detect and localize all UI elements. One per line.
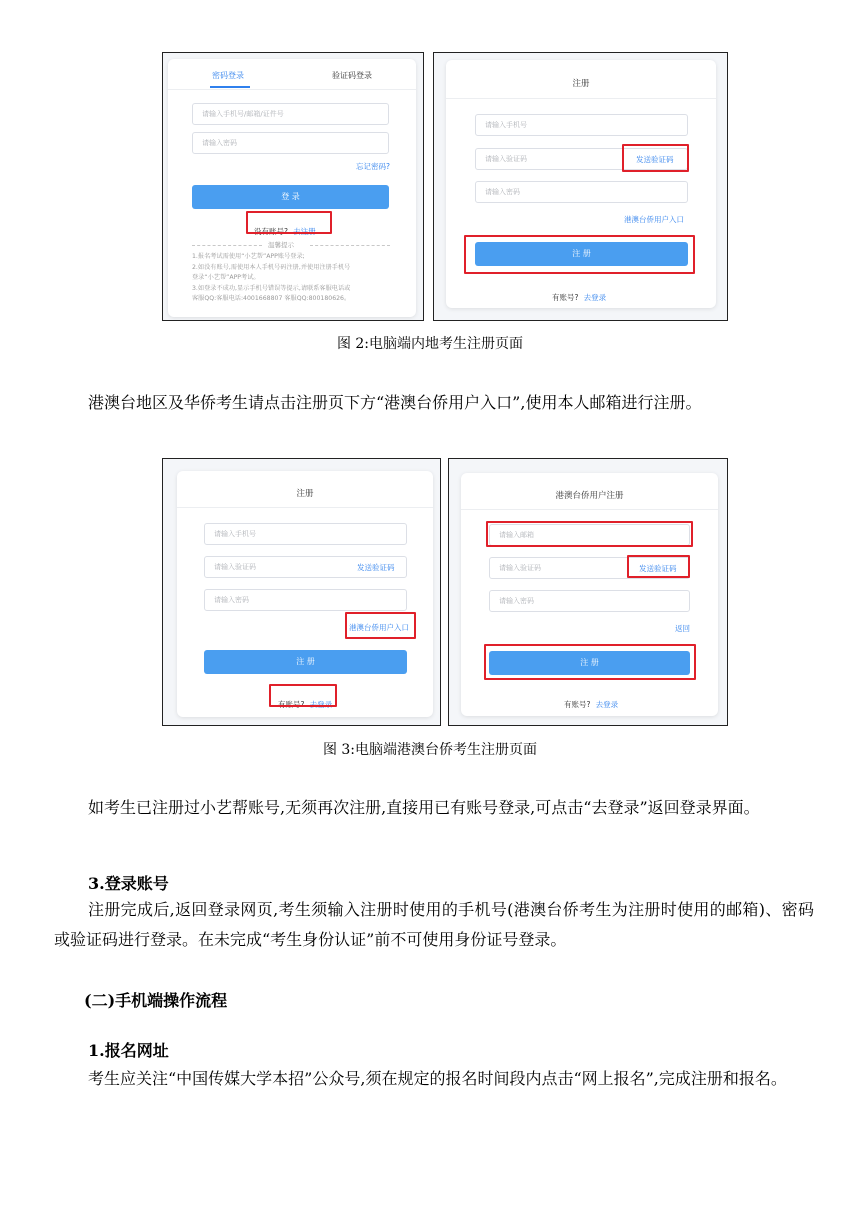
register-button[interactable]: 注 册 — [204, 650, 407, 674]
hk-macao-taiwan-entry-link[interactable]: 港澳台侨用户入口 — [349, 623, 409, 632]
tab-active-underline — [210, 86, 250, 88]
code-input[interactable]: 请输入验证码 — [489, 557, 690, 579]
send-code-link[interactable]: 发送验证码 — [639, 564, 677, 573]
register-button[interactable]: 注 册 — [489, 651, 690, 675]
tab-code-login[interactable]: 验证码登录 — [332, 71, 372, 80]
fig3-hk-register-screenshot — [448, 458, 728, 726]
highlight-email-input — [486, 521, 693, 547]
paragraph-hk-entry: 港澳台地区及华侨考生请点击注册页下方“港澳台侨用户入口”,使用本人邮箱进行注册。 — [88, 393, 702, 412]
has-account-row — [564, 692, 618, 711]
phone-input[interactable]: 请输入手机号 — [475, 114, 688, 136]
fig2-login-screenshot — [162, 52, 424, 321]
tip-line-3a: 3.如登录不成功,显示手机号错误等提示,请联系客服电话或 — [192, 284, 351, 292]
forgot-password-link[interactable]: 忘记密码? — [356, 162, 390, 171]
figure-2-caption: 图 2:电脑端内地考生注册页面 — [336, 336, 524, 352]
heading-login-account: 3.登录账号 — [88, 874, 169, 893]
send-code-link[interactable]: 发送验证码 — [357, 563, 395, 572]
paragraph-wechat-account: 考生应关注“中国传媒大学本招”公众号,须在规定的报名时间段内点击“网上报名”,完成注册和报名。 — [88, 1069, 787, 1088]
go-login-link[interactable]: 去登录 — [309, 700, 333, 709]
go-login-link[interactable]: 去登录 — [595, 700, 619, 709]
email-input[interactable]: 请输入邮箱 — [489, 524, 690, 546]
login-button[interactable]: 登 录 — [192, 185, 389, 209]
phone-input[interactable]: 请输入手机号 — [204, 523, 407, 545]
fig2-register-screenshot — [433, 52, 728, 321]
heading-registration-url: 1.报名网址 — [88, 1041, 169, 1060]
code-input[interactable]: 请输入验证码 — [475, 148, 688, 170]
tip-line-2b: 登录“小艺帮”APP考试。 — [192, 274, 260, 281]
tab-password-login[interactable]: 密码登录 — [212, 71, 244, 80]
has-account-text: 有账号? — [564, 700, 591, 709]
hk-register-title: 港澳台侨用户注册 — [555, 491, 624, 501]
tip-line-3b: 客服QQ:客服电话:4001668807 客服QQ:800180626。 — [192, 295, 351, 302]
password-input[interactable]: 请输入密码 — [489, 590, 690, 612]
password-input[interactable]: 请输入密码 — [475, 181, 688, 203]
register-card — [446, 60, 716, 308]
login-card — [168, 59, 416, 317]
paragraph-already-registered: 如考生已注册过小艺帮账号,无须再次注册,直接用已有账号登录,可点击“去登录”返回登录界面。 — [88, 798, 760, 817]
highlight-register-button — [484, 644, 696, 680]
highlight-go-login — [269, 684, 337, 707]
tip-divider-right — [310, 245, 390, 246]
register-button[interactable]: 注 册 — [475, 242, 688, 266]
password-input[interactable]: 请输入密码 — [192, 132, 389, 154]
tip-line-2a: 2.如没有账号,需使用本人手机号码注册,并使用注册手机号 — [192, 263, 351, 271]
highlight-go-register — [246, 211, 332, 234]
no-account-text: 没有账号? — [254, 227, 288, 236]
has-account-row — [552, 285, 606, 304]
highlight-register-button — [464, 235, 695, 274]
tip-line-1: 1.报名考试需使用“小艺帮”APP账号登录; — [192, 253, 305, 260]
fig3-register-screenshot — [162, 458, 441, 726]
title-divider — [177, 507, 433, 508]
has-account-text: 有账号? — [278, 700, 305, 709]
back-link[interactable]: 返回 — [675, 624, 690, 633]
account-input[interactable]: 请输入手机号/邮箱/证件号 — [192, 103, 389, 125]
go-register-link[interactable]: 去注册 — [293, 227, 316, 236]
highlight-send-code — [627, 555, 690, 578]
figure-3-caption: 图 3:电脑端港澳台侨考生注册页面 — [322, 742, 538, 758]
code-input[interactable]: 请输入验证码 — [204, 556, 407, 578]
register-card — [177, 471, 433, 717]
hk-macao-taiwan-entry-link[interactable]: 港澳台侨用户入口 — [624, 215, 684, 224]
tabs-divider — [168, 89, 416, 90]
title-divider — [461, 509, 718, 510]
tip-divider-left — [192, 245, 262, 246]
password-input[interactable]: 请输入密码 — [204, 589, 407, 611]
register-title: 注册 — [296, 489, 314, 499]
has-account-text: 有账号? — [552, 293, 579, 302]
tip-title: 温馨提示 — [268, 241, 294, 249]
register-title: 注册 — [572, 79, 590, 89]
title-divider — [446, 98, 716, 99]
highlight-hk-entry — [345, 612, 416, 639]
paragraph-login-instructions: 注册完成后,返回登录网页,考生须输入注册时使用的手机号(港澳台侨考生为注册时使用的邮箱)、密码或验证码进行登录。在未完成“考生身份认证”前不可使用身份证号登录。 — [54, 900, 814, 949]
section-mobile-process: (二)手机端操作流程 — [84, 991, 228, 1010]
send-code-link[interactable]: 发送验证码 — [636, 155, 674, 164]
go-login-link[interactable]: 去登录 — [583, 293, 607, 302]
highlight-send-code — [622, 144, 689, 172]
hk-register-card — [461, 473, 718, 716]
